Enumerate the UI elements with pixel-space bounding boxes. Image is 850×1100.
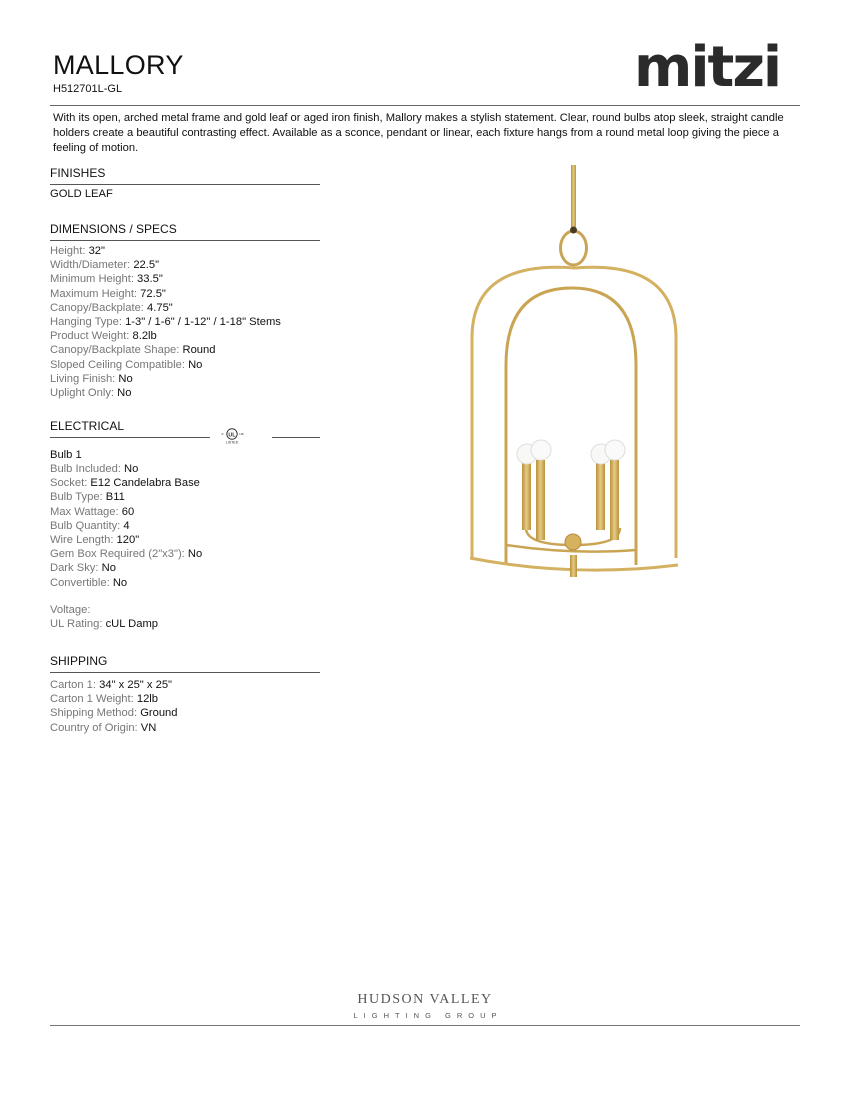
spec-label: Carton 1: xyxy=(50,679,97,691)
shipping-heading: SHIPPING xyxy=(50,654,108,668)
spec-label: Width/Diameter: xyxy=(50,259,131,272)
spec-label: Sloped Ceiling Compatible: xyxy=(50,358,185,371)
electrical-divider-left xyxy=(50,437,210,438)
loop-hook xyxy=(570,227,577,234)
spec-label: Convertible: xyxy=(50,576,110,589)
shipping-divider xyxy=(50,672,320,673)
spec-value: No xyxy=(187,548,203,561)
product-image xyxy=(440,160,690,590)
hanging-loop xyxy=(561,231,587,265)
pendant-rod xyxy=(571,165,576,227)
spec-value: 33.5" xyxy=(137,273,163,286)
finishes-heading: FINISHES xyxy=(50,166,106,180)
spec-value: No xyxy=(124,463,139,475)
bottom-finial xyxy=(570,555,577,577)
bulb-title-text: Bulb 1 xyxy=(50,449,82,461)
candle-holder xyxy=(596,460,605,530)
svg-text:us: us xyxy=(239,431,244,436)
spec-row xyxy=(50,258,281,272)
spec-value: cUL Damp xyxy=(105,618,158,631)
spec-row xyxy=(50,603,158,617)
spec-label: Max Wattage: xyxy=(50,505,119,518)
spec-label: Hanging Type: xyxy=(50,316,122,329)
spec-row xyxy=(50,490,202,504)
spec-label: Maximum Height: xyxy=(50,287,138,300)
spec-value: 72.5" xyxy=(140,287,166,300)
spec-row xyxy=(50,706,178,720)
spec-value: 1-3" / 1-6" / 1-12" / 1-18" Stems xyxy=(125,316,281,329)
footer-divider xyxy=(50,1025,800,1026)
spec-row xyxy=(50,315,281,329)
candle-holder xyxy=(522,460,531,530)
spec-row xyxy=(50,476,202,490)
spec-label: Living Finish: xyxy=(50,372,116,385)
spec-label: Dark Sky: xyxy=(50,562,99,575)
spec-row xyxy=(50,287,281,301)
spec-value: 34" x 25" x 25" xyxy=(99,679,173,691)
spec-label: Country of Origin: xyxy=(50,721,138,734)
spec-row xyxy=(50,386,281,400)
ul-listed-icon xyxy=(219,427,245,445)
spec-label: Shipping Method: xyxy=(50,707,138,720)
spec-value: Ground xyxy=(140,707,178,720)
spec-label: Gem Box Required (2"x3"): xyxy=(50,548,185,561)
product-sku: H512701L-GL xyxy=(53,83,123,95)
spec-value: No xyxy=(188,358,203,371)
dimensions-divider xyxy=(50,240,320,241)
svg-text:c: c xyxy=(221,431,224,436)
spec-row xyxy=(50,692,178,706)
spec-value: B11 xyxy=(105,491,125,504)
electrical-heading: ELECTRICAL xyxy=(50,419,125,433)
product-description: With its open, arched metal frame and gold leaf or aged iron finish, Mallory makes a stylish statement. Clear, round bulbs atop sleek, straight candle holders create a beautiful contrasting effect. Available as a sconce, pendant or linear, each fixture hangs from a round metal loop giving the piece a feeling of motion. xyxy=(53,112,784,154)
spec-label: Canopy/Backplate: xyxy=(50,301,144,314)
spec-label: Voltage: xyxy=(50,604,91,616)
spec-label: Canopy/Backplate Shape: xyxy=(50,344,180,357)
spec-row xyxy=(50,561,202,575)
spec-row xyxy=(50,505,202,519)
spec-row xyxy=(50,301,281,315)
electrical-list xyxy=(50,462,202,590)
spec-label: Wire Length: xyxy=(50,534,114,547)
spec-label: Uplight Only: xyxy=(50,387,115,400)
spec-value: VN xyxy=(140,721,157,734)
footer-brand: HUDSON VALLEY xyxy=(357,992,493,1007)
spec-label: Carton 1 Weight: xyxy=(50,693,134,706)
dimensions-heading: DIMENSIONS / SPECS xyxy=(50,222,177,236)
spec-value: 32" xyxy=(88,245,105,257)
spec-label: Product Weight: xyxy=(50,330,130,343)
spec-row xyxy=(50,576,202,590)
dimensions-list xyxy=(50,244,281,400)
candle-holder xyxy=(610,460,619,540)
bulb xyxy=(531,440,551,460)
spec-value: 4.75" xyxy=(147,301,173,314)
spec-value: No xyxy=(118,372,133,385)
bulb-title xyxy=(50,448,82,462)
spec-value: 8.2lb xyxy=(132,330,157,343)
spec-value: 60 xyxy=(121,505,135,518)
spec-label: Minimum Height: xyxy=(50,273,134,286)
spec-row xyxy=(50,358,281,372)
spec-value: 12lb xyxy=(136,693,159,706)
shipping-list xyxy=(50,678,178,735)
spec-row xyxy=(50,678,178,692)
spec-row xyxy=(50,547,202,561)
spec-value: No xyxy=(101,562,116,575)
spec-value: No xyxy=(112,576,128,589)
electrical-list-2 xyxy=(50,603,158,631)
product-title: MALLORY xyxy=(53,50,184,80)
brand-logo: mitzi xyxy=(634,35,781,100)
electrical-divider-right xyxy=(272,437,320,438)
finishes-divider xyxy=(50,184,320,185)
candle-holder xyxy=(536,460,545,540)
header-divider xyxy=(50,105,800,106)
center-ball xyxy=(565,534,581,550)
spec-row xyxy=(50,617,158,631)
spec-row xyxy=(50,372,281,386)
spec-row xyxy=(50,343,281,357)
spec-label: Bulb Type: xyxy=(50,491,103,504)
svg-text:UL: UL xyxy=(228,432,236,439)
spec-row xyxy=(50,272,281,286)
spec-label: UL Rating: xyxy=(50,618,103,631)
spec-row xyxy=(50,533,202,547)
spec-value: 120" xyxy=(116,534,140,547)
spec-label: Height: xyxy=(50,245,86,257)
spec-row xyxy=(50,329,281,343)
spec-row xyxy=(50,519,202,533)
spec-label: Bulb Included: xyxy=(50,463,121,475)
outer-frame xyxy=(472,267,676,558)
svg-text:LISTED: LISTED xyxy=(225,440,239,445)
bulb xyxy=(605,440,625,460)
spec-value: 4 xyxy=(123,519,130,532)
spec-label: Bulb Quantity: xyxy=(50,519,121,532)
spec-row xyxy=(50,462,202,476)
spec-value: No xyxy=(117,387,132,400)
spec-row xyxy=(50,244,281,258)
spec-label: Socket: xyxy=(50,477,88,490)
spec-value: E12 Candelabra Base xyxy=(90,477,200,490)
finish-value: GOLD LEAF xyxy=(50,188,113,200)
spec-row xyxy=(50,721,178,735)
spec-value: Round xyxy=(182,344,216,357)
spec-value: 22.5" xyxy=(133,259,160,272)
footer-subbrand: LIGHTING GROUP xyxy=(353,1011,503,1020)
